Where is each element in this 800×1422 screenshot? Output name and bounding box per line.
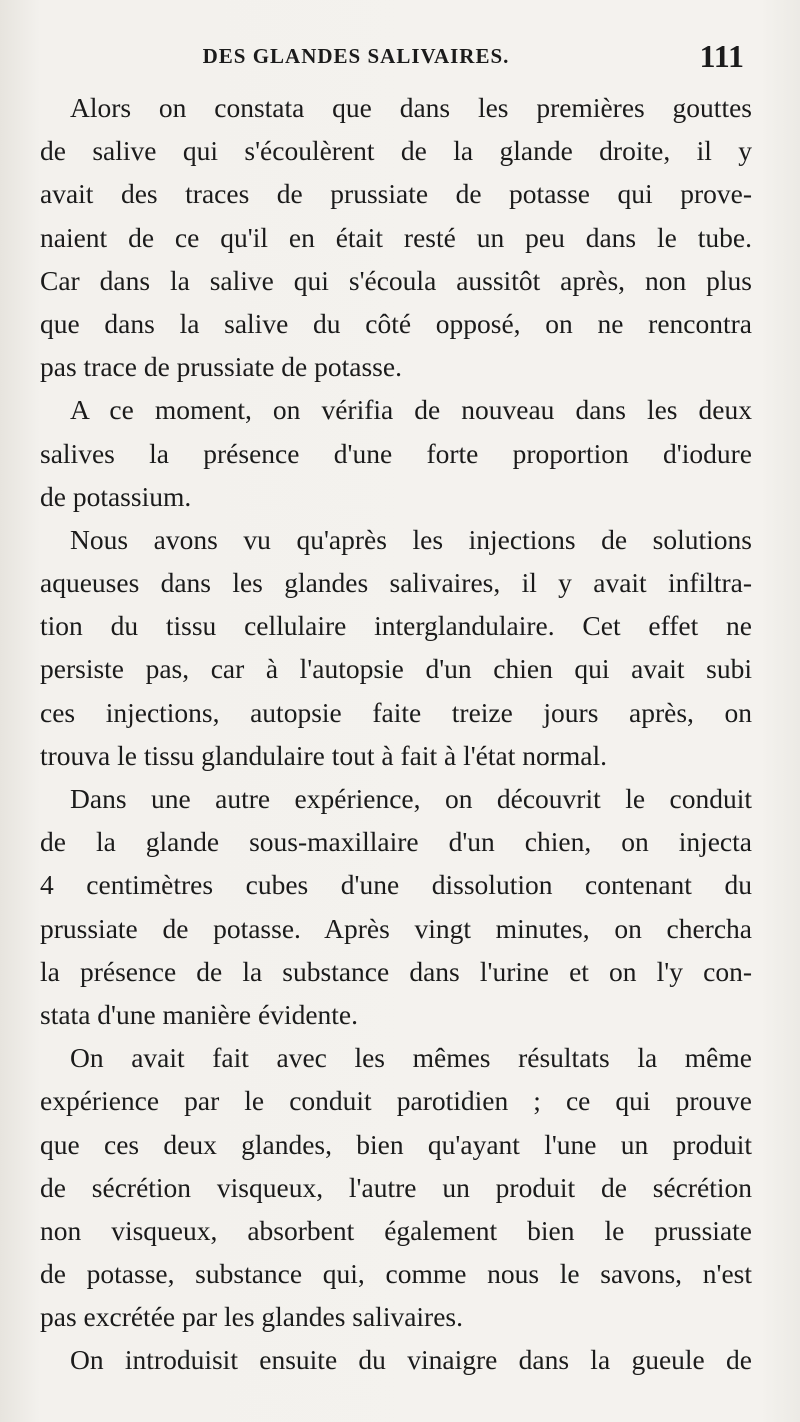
- text-line: Car dans la salive qui s'écoula aussitôt après, non plus: [40, 264, 752, 296]
- text-line: pas excrétée par les glandes salivaires.: [40, 1301, 464, 1333]
- text-line: de potasse, substance qui, comme nous le savons, n'est: [40, 1258, 752, 1290]
- text-line: avait des traces de prussiate de potasse qui prove-: [40, 178, 752, 210]
- page-header: [40, 40, 752, 88]
- text-line: la présence de la substance dans l'urine et on l'y con-: [40, 955, 752, 987]
- text-line: que dans la salive du côté opposé, on ne rencontra: [40, 307, 752, 339]
- text-line: aqueuses dans les glandes salivaires, il y avait infiltra-: [40, 567, 752, 599]
- text-line: prussiate de potasse. Après vingt minutes, on chercha: [40, 912, 752, 944]
- body-text: [40, 86, 752, 1382]
- text-line: On avait fait avec les mêmes résultats la même: [70, 1042, 752, 1074]
- text-line: Alors on constata que dans les premières gouttes: [70, 92, 752, 123]
- text-line: stata d'une manière évidente.: [40, 998, 359, 1030]
- paragraph: [40, 1036, 752, 1338]
- text-line: persiste pas, car à l'autopsie d'un chien qui avait subi: [40, 653, 752, 685]
- text-line: expérience par le conduit parotidien ; ce qui prouve: [40, 1085, 752, 1117]
- text-line: salives la présence d'une forte proportion d'iodure: [40, 437, 752, 469]
- page-number: 111: [699, 38, 744, 74]
- paragraph: [40, 1338, 752, 1381]
- text-line: de sécrétion visqueux, l'autre un produit de sécrétion: [40, 1171, 752, 1203]
- text-line: ces injections, autopsie faite treize jours après, on: [40, 696, 752, 728]
- text-line: que ces deux glandes, bien qu'ayant l'une un produit: [40, 1128, 752, 1160]
- text-line: 4 centimètres cubes d'une dissolution contenant du: [40, 869, 752, 901]
- text-line: Nous avons vu qu'après les injections de solutions: [70, 523, 752, 555]
- paragraph: [40, 86, 752, 388]
- text-line: non visqueux, absorbent également bien le prussiate: [40, 1214, 752, 1246]
- paragraph: [40, 777, 752, 1036]
- text-line: Dans une autre expérience, on découvrit le conduit: [70, 783, 752, 814]
- text-line: de salive qui s'écoulèrent de la glande droite, il y: [40, 135, 752, 167]
- text-line: pas trace de prussiate de potasse.: [40, 351, 402, 383]
- paragraph: [40, 388, 752, 518]
- text-line: tion du tissu cellulaire interglandulaire. Cet effet ne: [40, 610, 752, 642]
- text-line: de la glande sous-maxillaire d'un chien, on injecta: [40, 826, 752, 858]
- paragraph: [40, 518, 752, 777]
- running-head: DES GLANDES SALIVAIRES.: [202, 44, 510, 68]
- text-line: trouva le tissu glandulaire tout à fait à l'état normal.: [40, 739, 607, 771]
- text-line: naient de ce qu'il en était resté un peu dans le tube.: [40, 221, 752, 253]
- text-line: On introduisit ensuite du vinaigre dans la gueule de: [70, 1344, 752, 1376]
- text-line: de potassium.: [40, 480, 192, 512]
- text-line: A ce moment, on vérifia de nouveau dans les deux: [70, 394, 752, 426]
